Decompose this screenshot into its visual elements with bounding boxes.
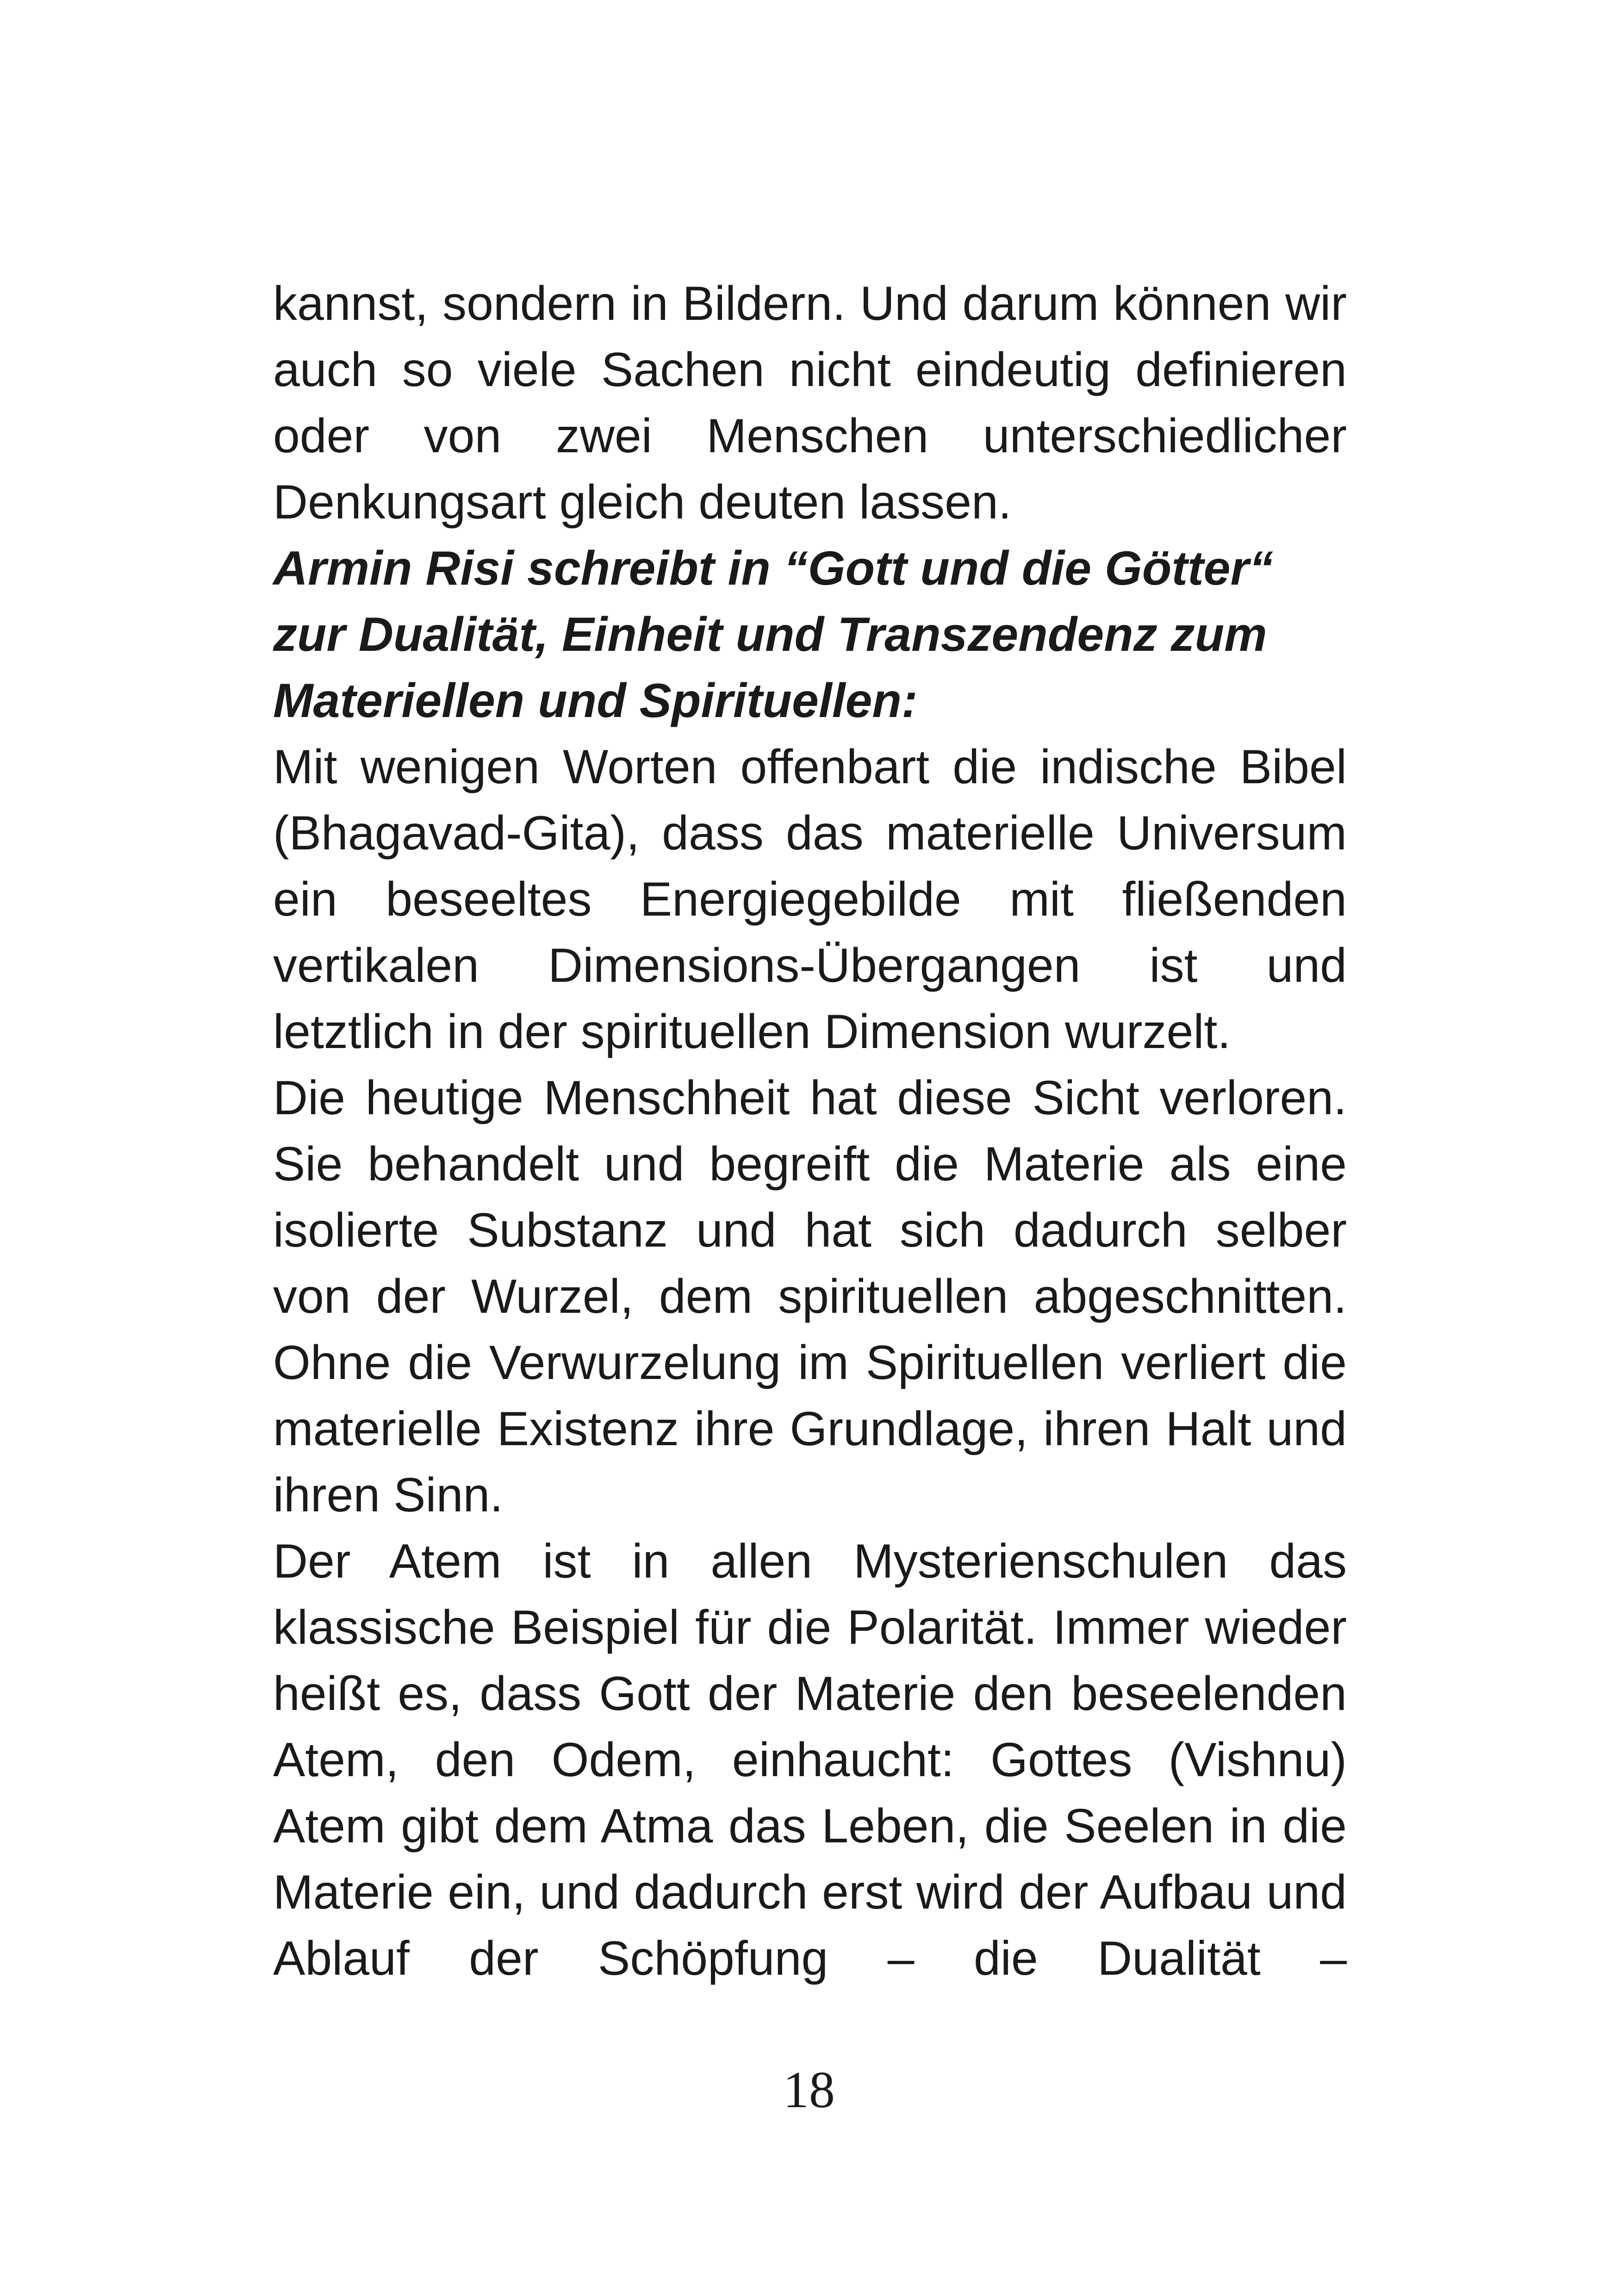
quote-heading: Armin Risi schreibt in “Gott und die Götter“ zur Dualität, Einheit und Transzendenz zum Materiellen und Spirituellen: (273, 542, 1273, 728)
body-text (273, 271, 1347, 1992)
paragraph-humanity: Die heutige Menschheit hat diese Sicht verloren. Sie behandelt und begreift die Materie als eine isolierte Substanz und hat sich dadurch selber von der Wurzel, dem spirituellen abgeschnitten. Ohne die Verwurzelung im Spirituellen verliert die materielle Existenz ihre Grundlage, ihren Halt und ihren Sinn. (273, 1071, 1347, 1522)
paragraph-continuation: kannst, sondern in Bildern. Und darum können wir auch so viele Sachen nicht eindeutig definieren oder von zwei Menschen unterschiedlicher Denkungsart gleich deuten lassen. (273, 277, 1347, 529)
page-number: 18 (783, 2061, 835, 2119)
paragraph-bhagavad-gita: Mit wenigen Worten offenbart die indische Bibel (Bhagavad-Gita), dass das materielle Universum ein beseeltes Energiegebilde mit fließenden vertikalen Dimensions-Übergangen ist und letztlich in der spirituellen Dimension wurzelt. (273, 740, 1347, 1059)
paragraph-breath: Der Atem ist in allen Mysterienschulen das klassische Beispiel für die Polarität. Immer wieder heißt es, dass Gott der Materie den beseelenden Atem, den Odem, einhaucht: Gottes (Vishnu) Atem gibt dem Atma das Leben, die Seelen in die Materie ein, und dadurch erst wird der Aufbau und Ablauf der Schöpfung – die Dualität – (273, 1535, 1347, 1985)
